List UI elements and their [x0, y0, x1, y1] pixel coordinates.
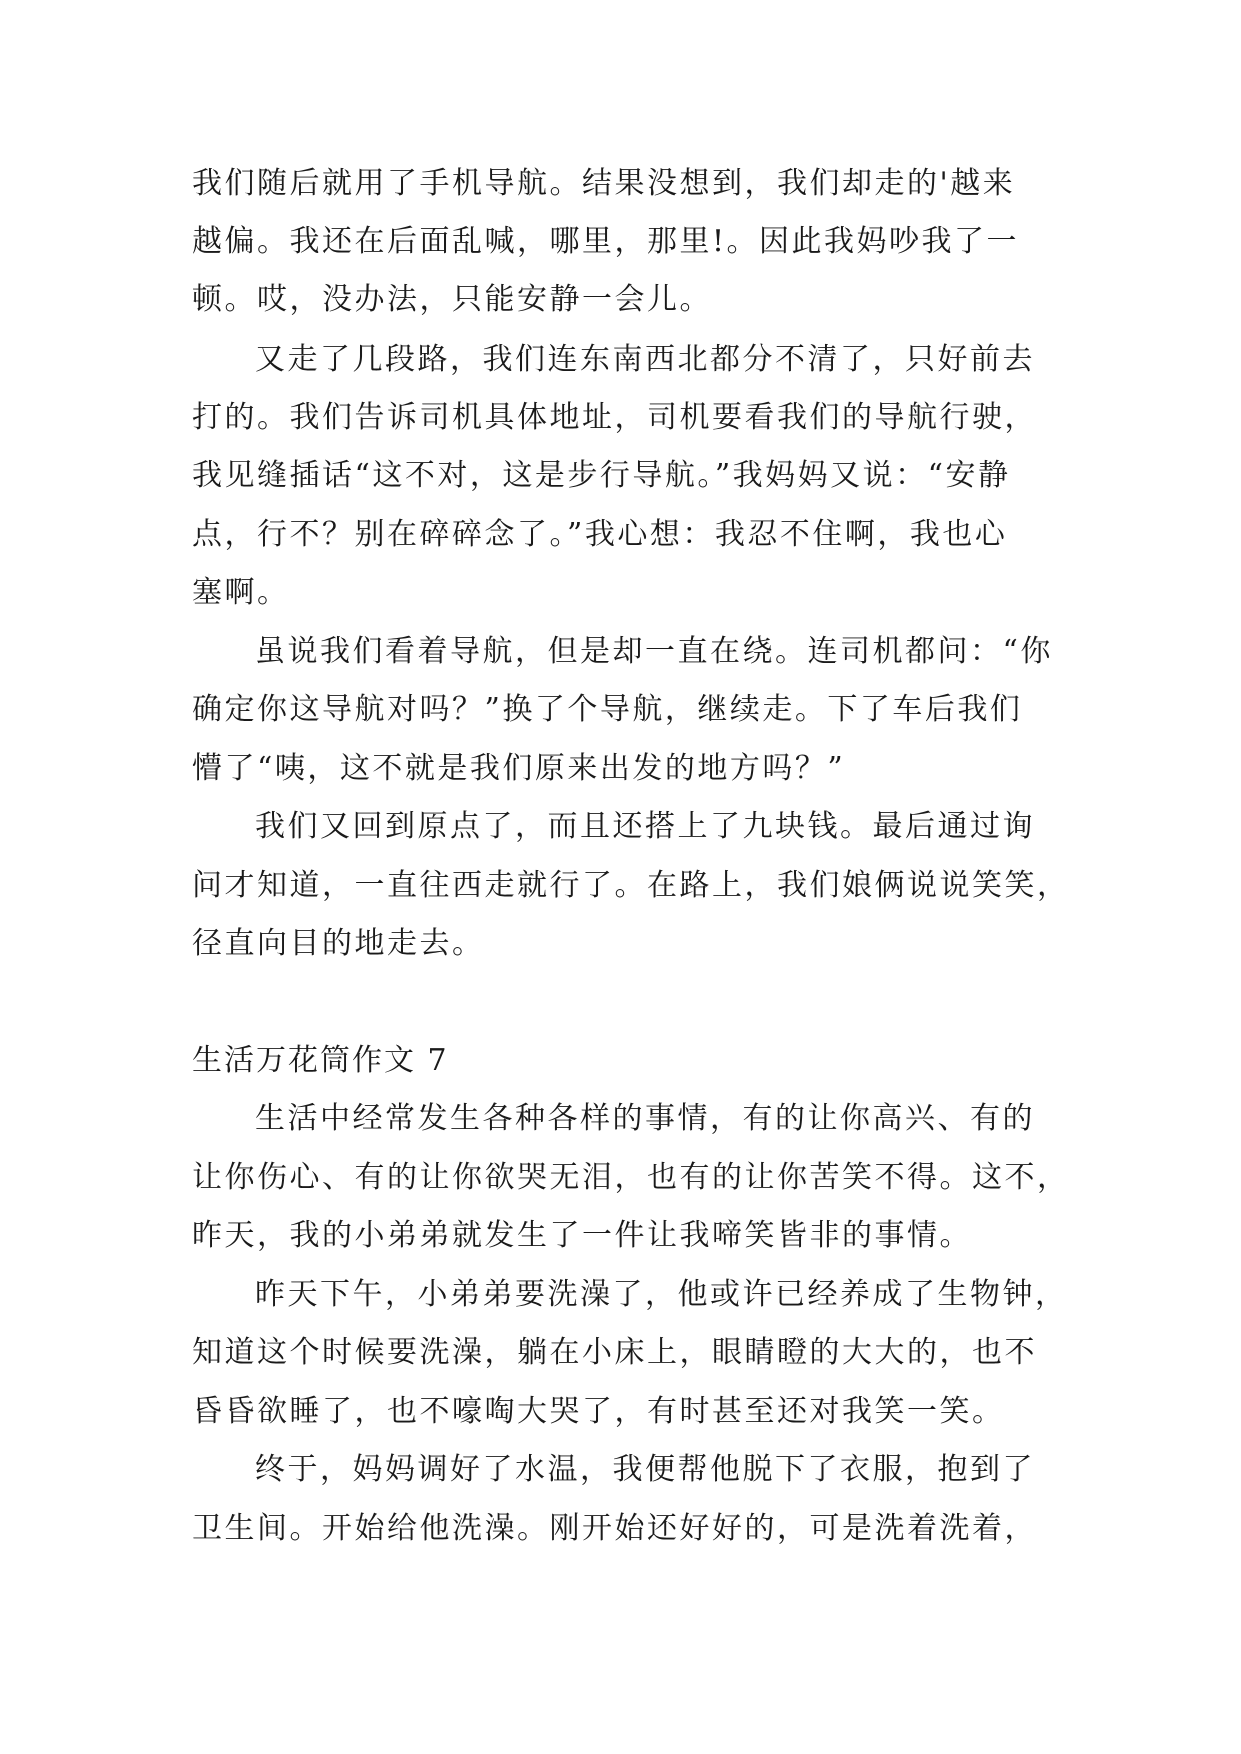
- paragraph-line: 问才知道，一直往西走就行了。在路上，我们娘俩说说笑笑，: [192, 868, 1070, 903]
- paragraph-line: 生活中经常发生各种各样的事情，有的让你高兴、有的: [255, 1101, 1035, 1136]
- paragraph-line: 虽说我们看着导航，但是却一直在绕。连司机都问：“你: [255, 634, 1053, 669]
- paragraph-line: 让你伤心、有的让你欲哭无泪，也有的让你苦笑不得。这不，: [192, 1160, 1070, 1195]
- paragraph-line: 知道这个时候要洗澡，躺在小床上，眼睛瞪的大大的，也不: [192, 1335, 1037, 1370]
- paragraph-line: 打的。我们告诉司机具体地址，司机要看我们的导航行驶，: [192, 400, 1037, 435]
- paragraph-line: 塞啊。: [192, 575, 290, 610]
- paragraph-line: 懵了“咦，这不就是我们原来出发的地方吗？”: [192, 751, 846, 786]
- paragraph-line: 确定你这导航对吗？”换了个导航，继续走。下了车后我们: [192, 692, 1023, 727]
- paragraph-line: 我们随后就用了手机导航。结果没想到，我们却走的'越来: [192, 166, 1016, 201]
- paragraph-line: 又走了几段路，我们连东南西北都分不清了，只好前去: [255, 342, 1035, 377]
- paragraph-line: 径直向目的地走去。: [192, 926, 485, 961]
- paragraph-line: 我见缝插话“这不对，这是步行导航。”我妈妈又说：“安静: [192, 458, 1011, 493]
- paragraph-line: 昨天，我的小弟弟就发生了一件让我啼笑皆非的事情。: [192, 1218, 972, 1253]
- paragraph-line: 昏昏欲睡了，也不嚎啕大哭了，有时甚至还对我笑一笑。: [192, 1394, 1005, 1429]
- paragraph-line: 我们又回到原点了，而且还搭上了九块钱。最后通过询: [255, 809, 1035, 844]
- section-heading: 生活万花筒作文 7: [192, 1043, 449, 1078]
- paragraph-line: 顿。哎，没办法，只能安静一会儿。: [192, 282, 712, 317]
- paragraph-line: 终于，妈妈调好了水温，我便帮他脱下了衣服，抱到了: [255, 1452, 1035, 1487]
- paragraph-line: 点，行不？别在碎碎念了。”我心想：我忍不住啊，我也心: [192, 517, 1008, 552]
- paragraph-line: 昨天下午，小弟弟要洗澡了，他或许已经养成了生物钟，: [255, 1277, 1068, 1312]
- paragraph-line: 卫生间。开始给他洗澡。刚开始还好好的，可是洗着洗着，: [192, 1511, 1037, 1546]
- paragraph-line: 越偏。我还在后面乱喊，哪里，那里!。因此我妈吵我了一: [192, 224, 1020, 259]
